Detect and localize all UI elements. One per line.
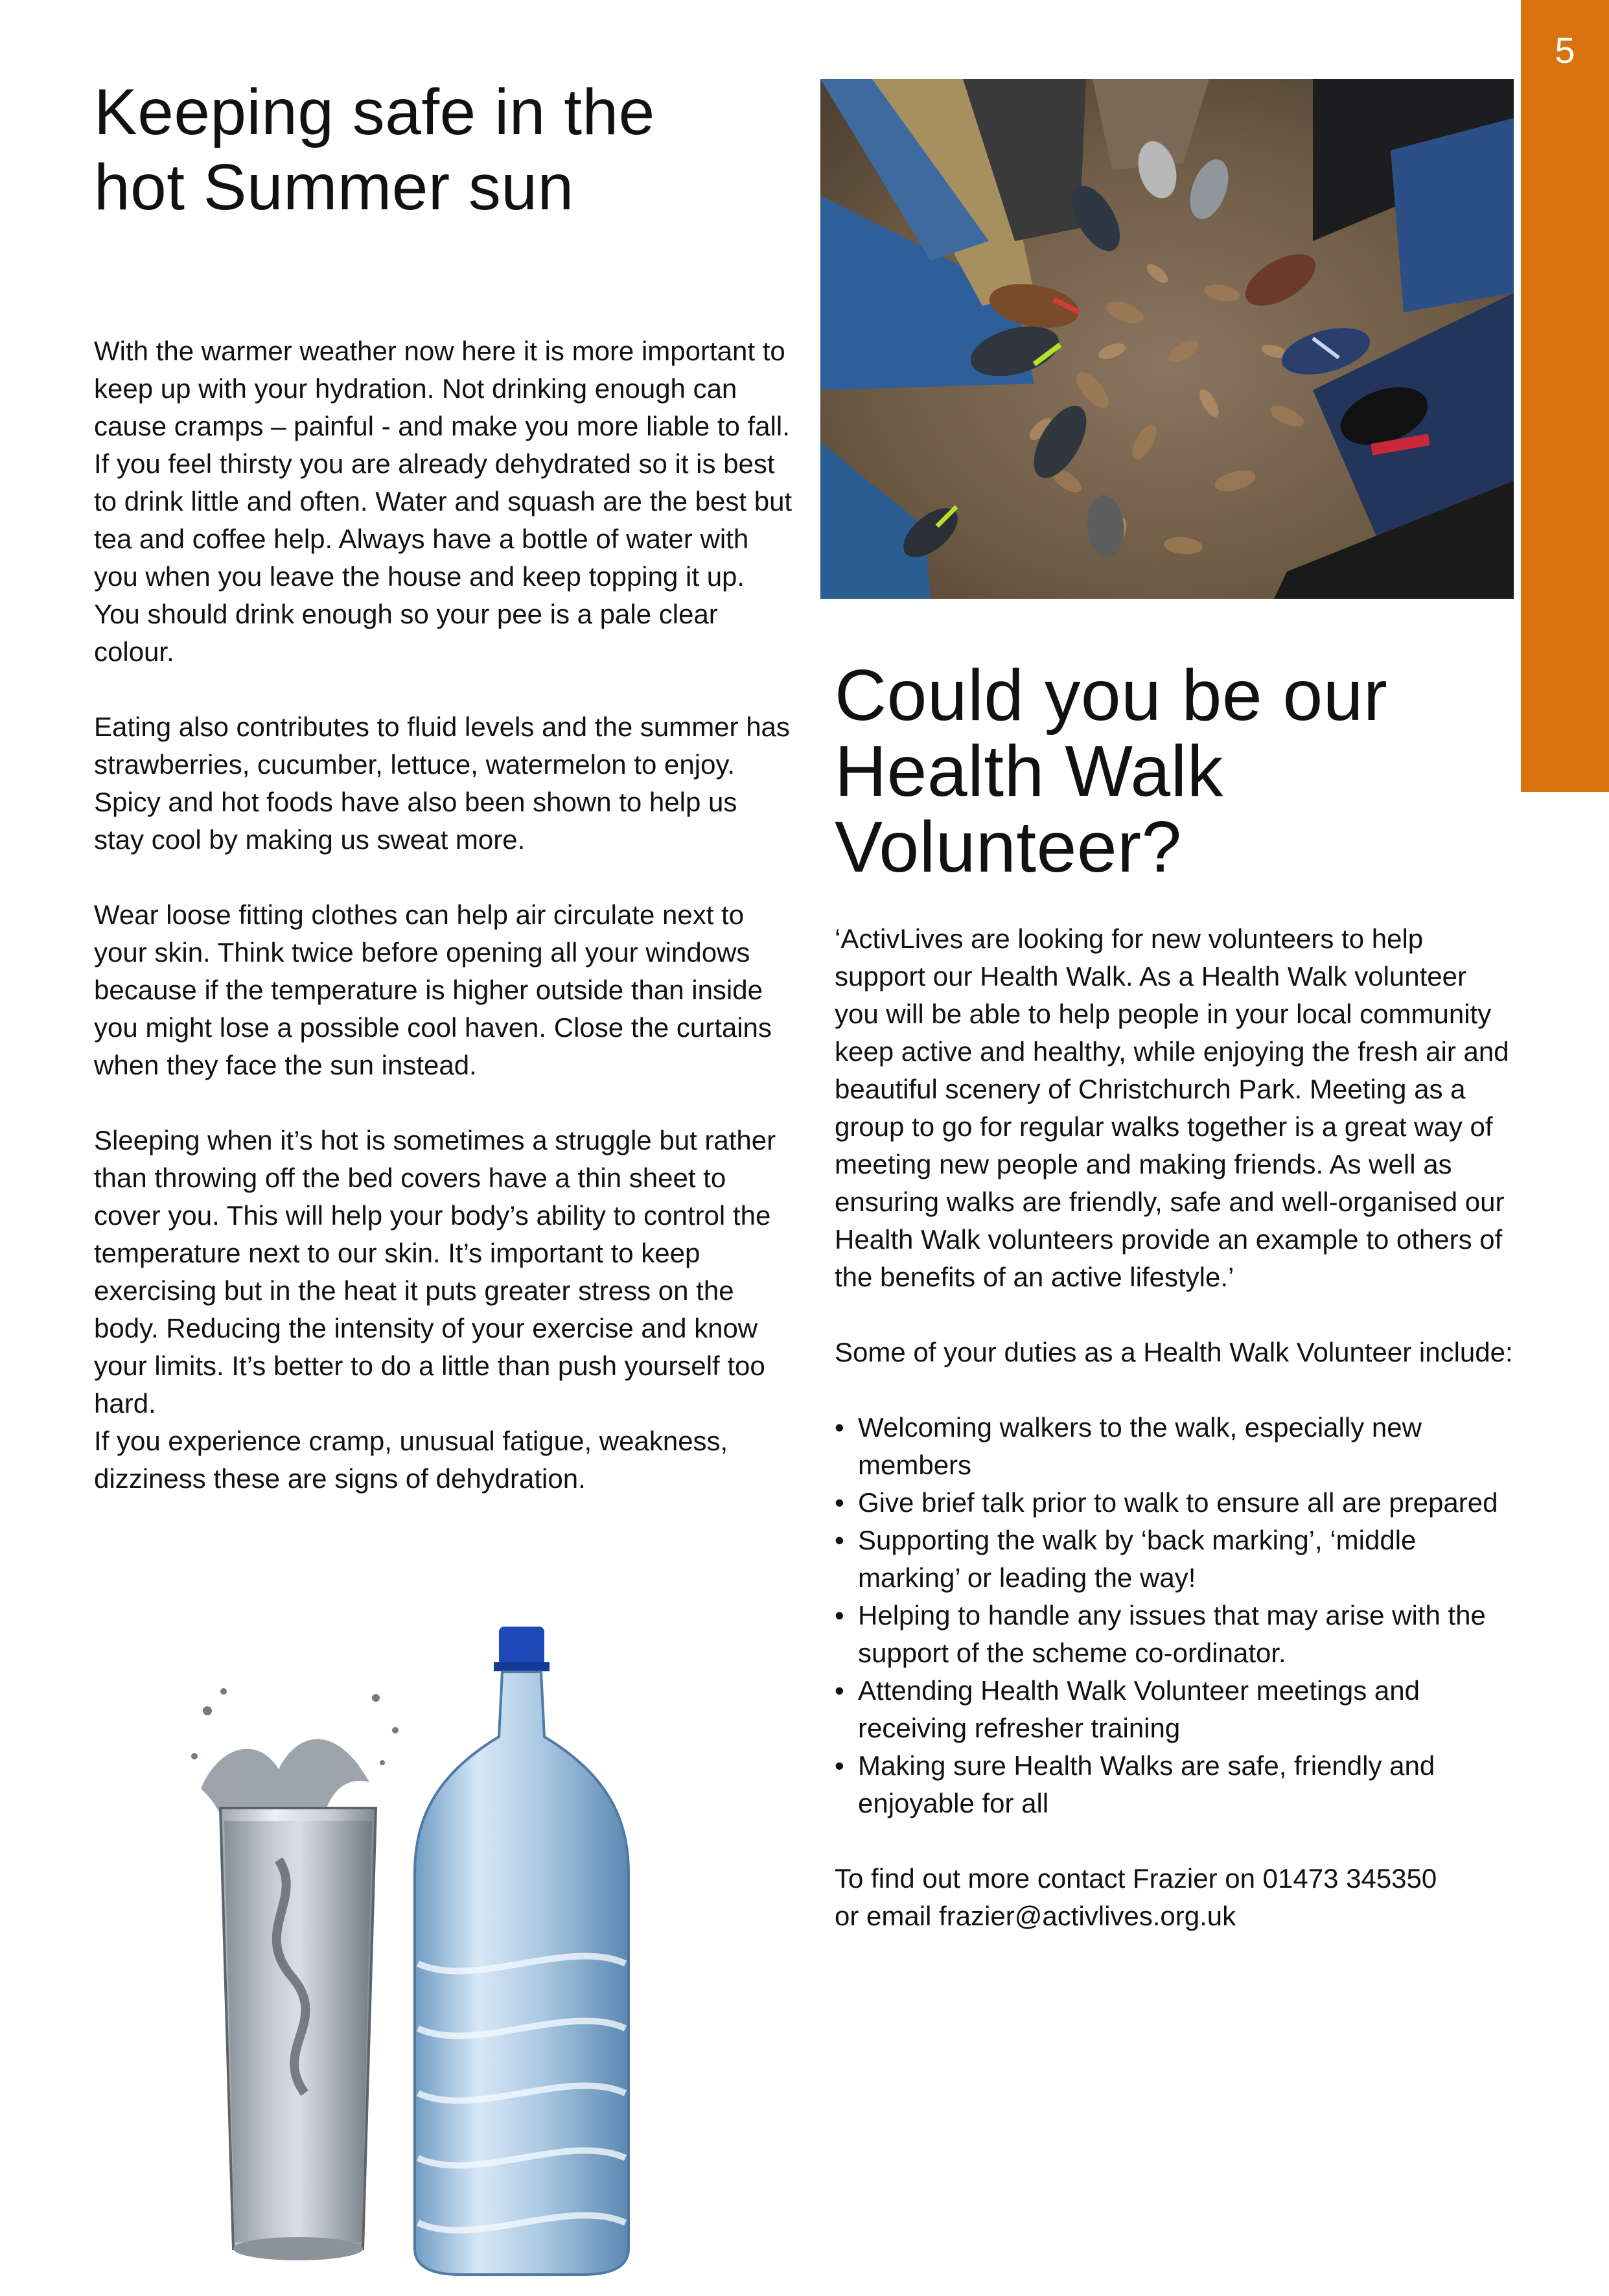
left-title-line-1: Keeping safe in the bbox=[94, 76, 655, 148]
paragraph-hydration: With the warmer weather now here it is more important to keep up with your hydration. Not drinking enough can cause cramps – painful - and make you more liable to fall. If you feel thirsty you are already dehydrated so it is best to drink little and often. Water and squash are the best but tea and coffee help. Always have a bottle of water with you when you leave the house and keep topping it up. You should drink enough so your pee is a pale clear colour. bbox=[94, 336, 793, 667]
page-tab bbox=[1521, 0, 1609, 792]
paragraph-clothes: Wear loose fitting clothes can help air circulate next to your skin. Think twice before opening all your windows because if the temperature is higher outside than inside you might lose a possible cool haven. Close the curtains when they face the sun instead. bbox=[94, 899, 772, 1080]
water-glass-and-bottle-image bbox=[181, 1627, 635, 2281]
list-item: • Attending Health Walk Volunteer meetings and receiving refresher training bbox=[835, 1672, 1515, 1747]
paragraph-eating: Eating also contributes to fluid levels and the summer has strawberries, cucumber, lettuce, watermelon to enjoy. Spicy and hot foods have also been shown to help us stay cool by making us sweat more. bbox=[94, 712, 790, 855]
right-article bbox=[835, 655, 1515, 1935]
volunteer-intro-paragraph: ‘ActivLives are looking for new volunteers to help support our Health Walk. As a Health Walk volunteer you will be able to help people in your local community keep active and healthy, while enjoying the fresh air and beautiful scenery of Christchurch Park. Meeting as a group to go for regular walks together is a great way of meeting new people and making friends. As well as ensuring walks are friendly, safe and well-organised our Health Walk volunteers provide an example to others of the benefits of an active lifestyle.’ bbox=[835, 923, 1509, 1292]
list-item: • Making sure Health Walks are safe, friendly and enjoyable for all bbox=[835, 1747, 1515, 1822]
duties-list bbox=[835, 1409, 1515, 1822]
left-article-header bbox=[94, 75, 787, 225]
bullet-icon: • bbox=[835, 1750, 844, 1781]
walkers-feet-illustration bbox=[820, 79, 1514, 599]
right-article-body bbox=[835, 920, 1515, 1935]
left-article-body bbox=[94, 332, 794, 1498]
right-title-line-3: Volunteer? bbox=[835, 807, 1182, 887]
left-article-title bbox=[94, 75, 787, 225]
right-title-line-1: Could you be our bbox=[835, 655, 1388, 736]
bullet-icon: • bbox=[835, 1675, 844, 1706]
bullet-icon: • bbox=[835, 1487, 844, 1518]
list-item: • Helping to handle any issues that may arise with the support of the scheme co-ordinator. bbox=[835, 1597, 1515, 1672]
duties-intro: Some of your duties as a Health Walk Volunteer include: bbox=[835, 1337, 1513, 1367]
bullet-icon: • bbox=[835, 1600, 844, 1630]
right-title-line-2: Health Walk bbox=[835, 731, 1223, 811]
contact-phone-line: To find out more contact Frazier on 01473 345350 bbox=[835, 1863, 1437, 1894]
list-item: • Supporting the walk by ‘back marking’, ‘middle marking’ or leading the way! bbox=[835, 1522, 1515, 1597]
walkers-feet-photo bbox=[820, 79, 1514, 599]
right-article-title bbox=[835, 655, 1515, 887]
water-illustration bbox=[181, 1627, 635, 2281]
left-title-line-2: hot Summer sun bbox=[94, 151, 574, 224]
contact-email-line[interactable]: or email frazier@activlives.org.uk bbox=[835, 1901, 1236, 1931]
bullet-icon: • bbox=[835, 1525, 844, 1555]
list-item: • Welcoming walkers to the walk, especially new members bbox=[835, 1409, 1515, 1484]
paragraph-sleeping: Sleeping when it’s hot is sometimes a struggle but rather than throwing off the bed covers have a thin sheet to cover you. This will help your body’s ability to control the temperature next to our skin. It’s important to keep exercising but in the heat it puts greater stress on the body. Reducing the intensity of your exercise and know your limits. It’s better to do a little than push yourself too hard. bbox=[94, 1125, 776, 1419]
page-number: 5 bbox=[1555, 30, 1575, 71]
list-item: • Give brief talk prior to walk to ensure all are prepared bbox=[835, 1484, 1515, 1522]
contact-text bbox=[835, 1860, 1515, 1935]
paragraph-dehydration-signs: If you experience cramp, unusual fatigue, weakness, dizziness these are signs of dehydration. bbox=[94, 1426, 728, 1494]
bullet-icon: • bbox=[835, 1412, 844, 1443]
